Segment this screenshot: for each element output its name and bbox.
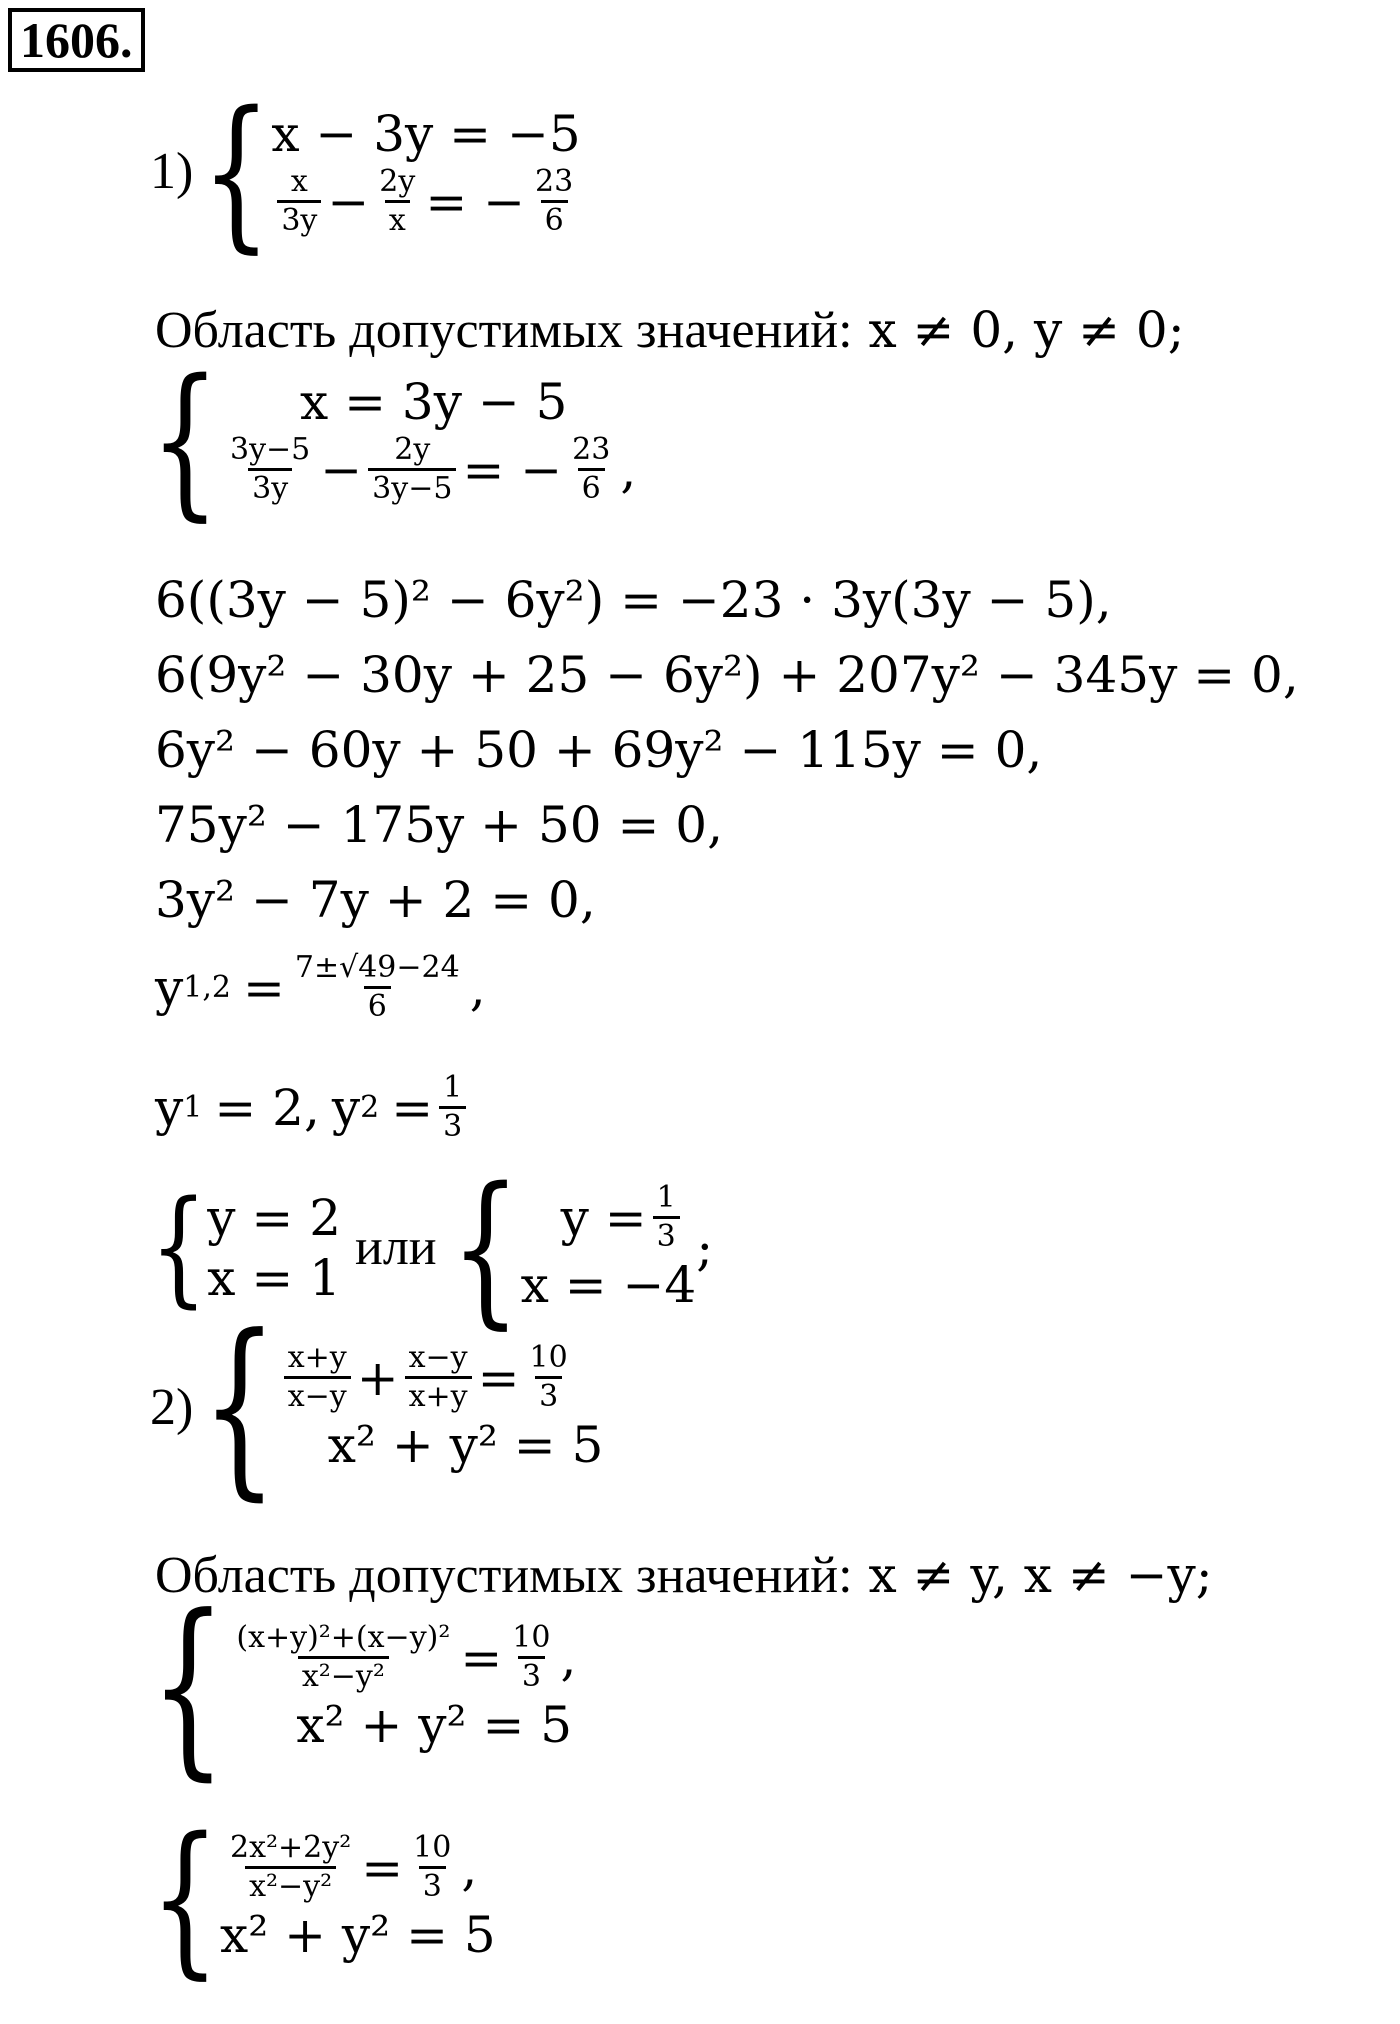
- part2-system-3: [150, 1801, 496, 1994]
- system-equation-2: x² + y² = 5: [296, 1696, 573, 1754]
- domain-line-1: Область допустимых значений: x ≠ 0, y ≠ 0;: [155, 301, 1185, 359]
- solution-1-y: y = 2: [207, 1188, 342, 1247]
- part2-label: 2): [150, 1378, 194, 1436]
- system-equation-2: x 3y − $\frac{2y}{x}$ = − $\frac{23}{6}$: [271, 164, 583, 239]
- system-brace: {: [201, 75, 272, 268]
- part1-label: 1): [150, 142, 194, 200]
- or-word: или: [355, 1218, 437, 1276]
- part2-system: [150, 1295, 604, 1518]
- system-equation-1: $\frac{\text{(x+y)²+(x−y)²}}{\text{x²−y²}}$ = $\frac{10}{3}$ ,: [236, 1620, 577, 1694]
- problem-number: 1606.: [8, 8, 145, 72]
- system-equation-2: 3y−5 3y − $\frac{2y}{3y-5}$ = − $\frac{23}{6}$ ,: [230, 432, 637, 506]
- solution-2-y: y = $\frac{1}{3}$: [521, 1180, 697, 1255]
- roots-values: y 1 = 2, y 2 = $\frac{1}{3}$: [155, 1070, 472, 1145]
- roots-formula: y 1,2 = $\frac{7\pm√49-24}{6}$ ,: [155, 950, 486, 1024]
- system-brace: {: [150, 1801, 220, 1994]
- step-line-3: 6y² − 60y + 50 + 69y² − 115y = 0,: [155, 721, 1043, 779]
- solution-2-x: x = −4: [520, 1256, 697, 1314]
- solution-1-x: x = 1: [207, 1248, 341, 1307]
- system-brace: {: [450, 1151, 521, 1344]
- system-equation-2: x² + y² = 5: [220, 1906, 496, 1964]
- step-line-5: 3y² − 7y + 2 = 0,: [155, 871, 596, 929]
- system-brace: {: [150, 1575, 227, 1798]
- system-brace: {: [150, 343, 220, 536]
- system-equation-2: x² + y² = 5: [327, 1416, 604, 1474]
- part2-system-2: [150, 1575, 577, 1798]
- system-equation-1: x − 3y = −5: [271, 105, 581, 163]
- solution-systems: { y = 2 x = 1 или { y = $\frac{1}{3}$ x = −4 ;: [150, 1151, 714, 1344]
- step-line-2: 6(9y² − 30y + 25 − 6y²) + 207y² − 345y = 0,: [155, 646, 1299, 704]
- step-line-1: 6((3y − 5)² − 6y²) = −23 · 3y(3y − 5),: [155, 571, 1112, 629]
- system-brace: {: [201, 1295, 278, 1518]
- system-equation-1: x+y x−y + $\frac{x-y}{x+y}$ = $\frac{10}{3}$: [278, 1340, 604, 1415]
- substituted-system: [150, 343, 637, 536]
- domain-line-2: Область допустимых значений: x ≠ y, x ≠ −y;: [155, 1546, 1213, 1604]
- system-equation-1: $\frac{\text{2x²+2y²}}{\text{x²−y²}}$ = $\frac{10}{3}$ ,: [230, 1830, 478, 1904]
- step-line-4: 75y² − 175y + 50 = 0,: [155, 796, 723, 854]
- system-equation-1: x = 3y − 5: [300, 373, 568, 431]
- part1-system: [150, 75, 583, 268]
- system-brace: {: [150, 1173, 208, 1321]
